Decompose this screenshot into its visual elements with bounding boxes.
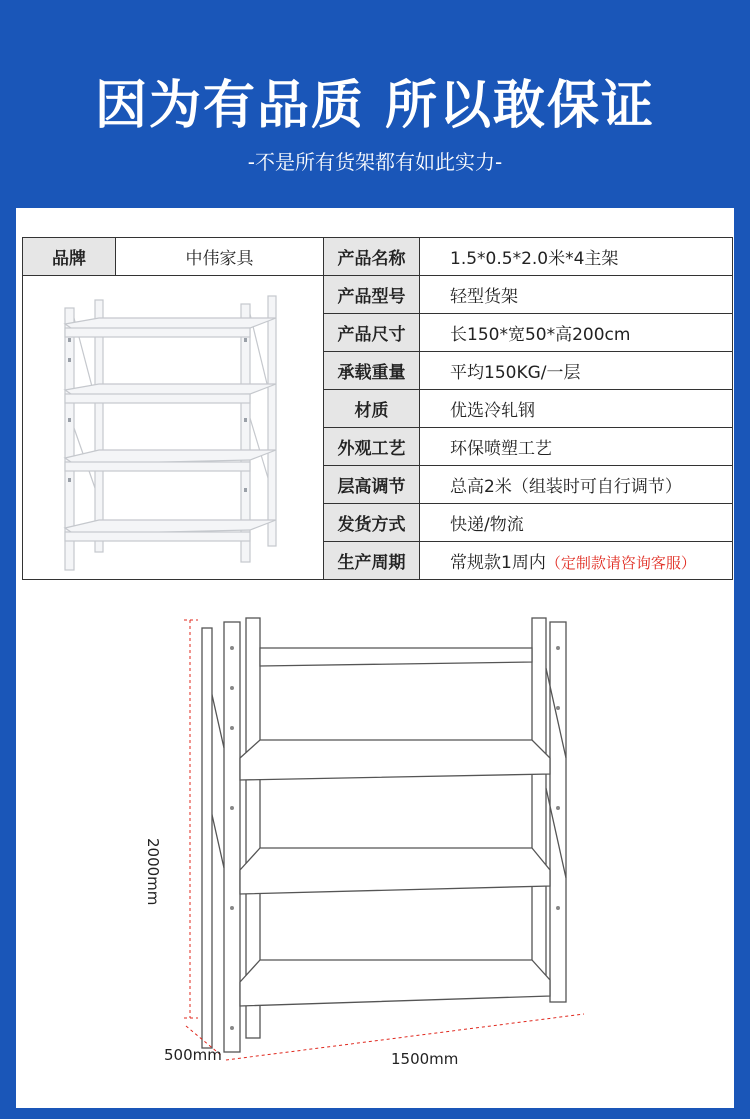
- spec-label: 产品尺寸: [324, 314, 420, 352]
- spec-label: 层高调节: [324, 466, 420, 504]
- page-title: 因为有品质 所以敢保证: [94, 76, 656, 136]
- height-dimension-label: 2000mm: [144, 838, 162, 906]
- spec-value: 长150*宽50*高200cm: [420, 314, 733, 352]
- spec-label: 产品名称: [324, 238, 420, 276]
- spec-label: 材质: [324, 390, 420, 428]
- spec-value: 环保喷塑工艺: [420, 428, 733, 466]
- spec-value: 总高2米（组装时可自行调节）: [420, 466, 733, 504]
- spec-label: 发货方式: [324, 504, 420, 542]
- production-cycle-text: 常规款1周内: [450, 553, 546, 573]
- header-banner: [0, 0, 750, 200]
- product-photo: [23, 278, 323, 578]
- dimension-diagram: [176, 608, 636, 1088]
- spec-value: 平均150KG/一层: [420, 352, 733, 390]
- spec-label: 生产周期: [324, 542, 420, 580]
- spec-card: [16, 208, 734, 1108]
- spec-value: 1.5*0.5*2.0米*4主架: [420, 238, 733, 276]
- spec-label: 外观工艺: [324, 428, 420, 466]
- table-row: [23, 276, 733, 314]
- brand-value: 中伟家具: [116, 238, 324, 276]
- brand-label: 品牌: [23, 238, 116, 276]
- page-subtitle: -不是所有货架都有如此实力-: [247, 150, 503, 174]
- spec-value: 优选冷轧钢: [420, 390, 733, 428]
- spec-value: 轻型货架: [420, 276, 733, 314]
- table-row: [23, 238, 733, 276]
- spec-label: 承载重量: [324, 352, 420, 390]
- custom-order-note: （定制款请咨询客服）: [545, 554, 696, 572]
- spec-table: [22, 237, 733, 580]
- width-dimension-label: 1500mm: [391, 1050, 459, 1068]
- depth-dimension-label: 500mm: [164, 1046, 222, 1064]
- spec-value: [420, 542, 733, 580]
- spec-label: 产品型号: [324, 276, 420, 314]
- spec-value: 快递/物流: [420, 504, 733, 542]
- product-photo-cell: [23, 276, 324, 580]
